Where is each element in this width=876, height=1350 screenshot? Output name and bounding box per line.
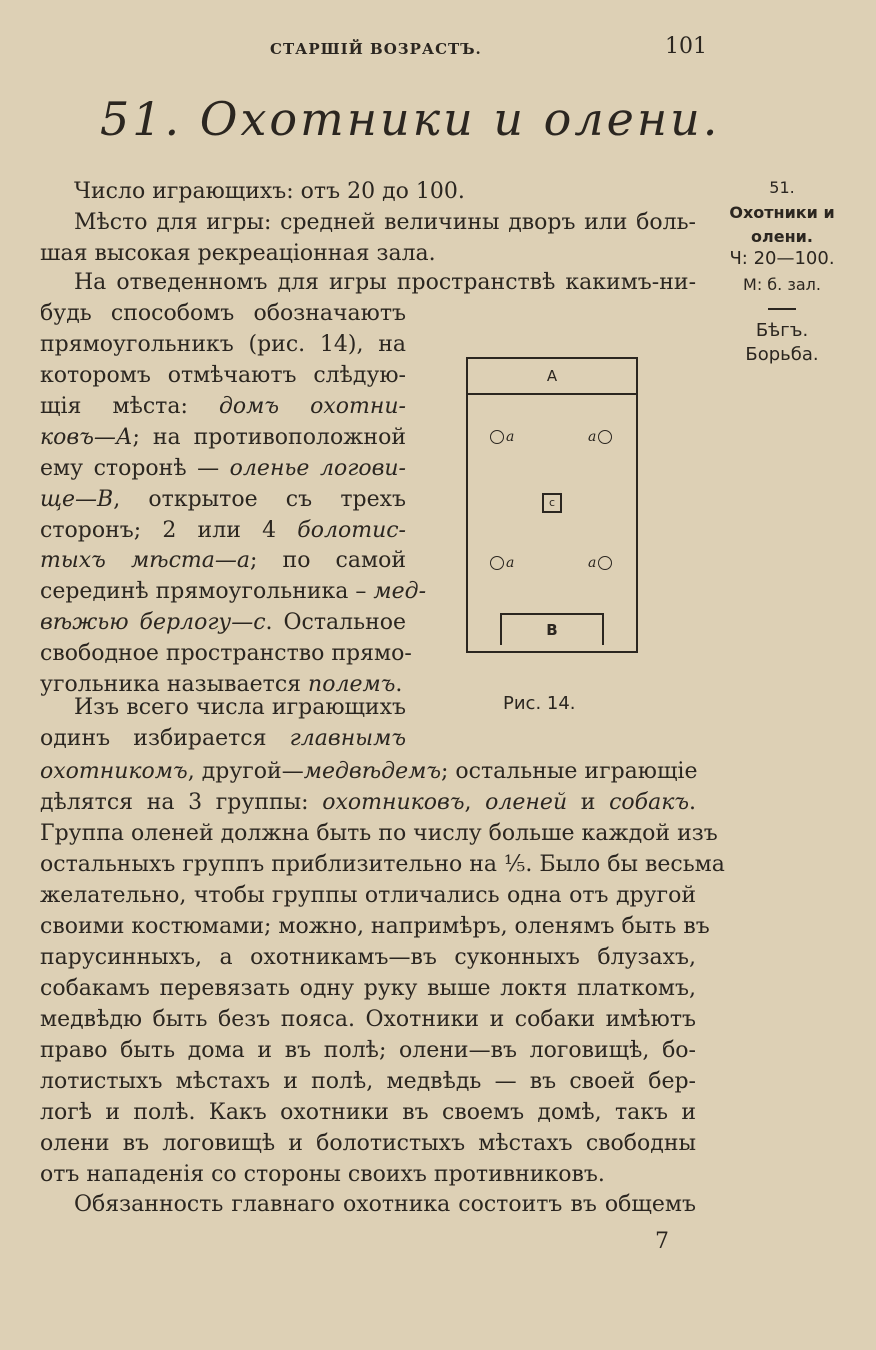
marsh-label: а bbox=[506, 429, 515, 445]
text-segment: . bbox=[395, 672, 403, 697]
text-line bbox=[40, 788, 696, 818]
text-line bbox=[40, 757, 696, 787]
circle-icon bbox=[598, 556, 612, 570]
margin-title-1: Охотники и bbox=[729, 203, 835, 222]
text-segment: сторонъ; 2 или 4 bbox=[40, 518, 298, 543]
marsh-spot bbox=[588, 555, 612, 571]
text-segment: охотникомъ bbox=[40, 759, 188, 784]
text-segment: . Остальное bbox=[265, 610, 406, 635]
text-line bbox=[40, 819, 718, 849]
circle-icon bbox=[490, 556, 504, 570]
text-line bbox=[40, 454, 406, 484]
text-segment: Мѣсто для игры: средней величины дворъ или боль- bbox=[74, 210, 696, 235]
text-segment: вѣжью берлогу—с bbox=[40, 610, 266, 635]
text-segment: медвѣдемъ bbox=[303, 759, 442, 784]
text-segment: полемъ bbox=[308, 672, 396, 697]
text-line bbox=[40, 361, 406, 391]
text-segment: домъ охотни- bbox=[218, 394, 406, 419]
bear-den: с bbox=[542, 493, 562, 513]
text-segment: ему сторонѣ — bbox=[40, 456, 230, 481]
margin-type-1: Бѣгъ. bbox=[755, 320, 809, 341]
marsh-spot bbox=[490, 429, 514, 445]
text-line bbox=[74, 693, 406, 723]
text-segment: тыхъ мѣста—а bbox=[40, 548, 251, 573]
text-segment: будь способомъ обозначаютъ bbox=[40, 301, 406, 326]
text-segment: Обязанность главнаго охотника состоитъ въ общемъ bbox=[74, 1192, 696, 1217]
text-segment: медвѣдю быть безъ пояса. Охотники и собаки имѣютъ bbox=[40, 1007, 696, 1032]
margin-type-2: Борьба. bbox=[745, 344, 819, 365]
text-line bbox=[40, 1067, 696, 1097]
text-line bbox=[40, 392, 406, 422]
text-segment: Число играющихъ: отъ 20 до 100. bbox=[74, 179, 465, 204]
text-segment: прямоугольникъ (рис. 14), на bbox=[40, 332, 406, 357]
text-line bbox=[40, 912, 710, 942]
text-line bbox=[40, 1005, 696, 1035]
margin-divider bbox=[768, 308, 796, 310]
text-line bbox=[74, 208, 696, 238]
field-diagram bbox=[466, 357, 638, 653]
deer-lair-zone bbox=[500, 613, 604, 645]
running-head: СТАРШІЙ ВОЗРАСТЪ. bbox=[270, 40, 482, 58]
text-segment: , bbox=[464, 790, 486, 815]
figure-caption: Рис. 14. bbox=[503, 693, 576, 714]
text-line bbox=[40, 485, 406, 515]
hunters-house-zone bbox=[468, 359, 636, 395]
text-segment: остальныхъ группъ приблизительно на ⅕. Было бы весьма bbox=[40, 852, 725, 877]
margin-place: М: б. зал. bbox=[743, 275, 821, 294]
signature-mark: 7 bbox=[655, 1229, 669, 1254]
text-segment: своими костюмами; можно, напримѣръ, оленямъ быть въ bbox=[40, 914, 710, 939]
text-line bbox=[40, 639, 412, 669]
circle-icon bbox=[490, 430, 504, 444]
text-segment: . bbox=[689, 790, 696, 815]
text-line bbox=[74, 268, 696, 298]
text-segment: оленье логови- bbox=[229, 456, 406, 481]
text-segment: лотистыхъ мѣстахъ и полѣ, медвѣдь — въ своей бер- bbox=[40, 1069, 696, 1094]
text-line bbox=[40, 239, 440, 269]
text-line bbox=[40, 1160, 660, 1190]
text-segment: охотниковъ bbox=[322, 790, 465, 815]
text-segment: главнымъ bbox=[289, 726, 406, 751]
text-line bbox=[40, 850, 725, 880]
text-line bbox=[40, 546, 406, 576]
text-line bbox=[40, 881, 696, 911]
margin-players: Ч: 20—100. bbox=[729, 248, 835, 269]
text-segment: собакамъ перевязать одну руку выше локтя платкомъ, bbox=[40, 976, 696, 1001]
marsh-label: а bbox=[588, 429, 597, 445]
text-segment: щія мѣста: bbox=[40, 394, 219, 419]
text-line bbox=[40, 943, 696, 973]
section-title: 51. Охотники и олени. bbox=[100, 92, 721, 146]
text-segment: Группа оленей должна быть по числу больше каждой изъ bbox=[40, 821, 718, 846]
text-segment: , другой— bbox=[187, 759, 304, 784]
margin-number: 51. bbox=[769, 178, 795, 197]
marsh-spot bbox=[490, 555, 514, 571]
text-segment: которомъ отмѣчаютъ слѣдую- bbox=[40, 363, 406, 388]
text-segment: ще—В bbox=[40, 487, 114, 512]
zone-a-label: А bbox=[546, 367, 558, 385]
text-segment: парусинныхъ, а охотникамъ—въ суконныхъ блузахъ, bbox=[40, 945, 696, 970]
text-line bbox=[40, 724, 406, 754]
text-segment: свободное пространство прямо- bbox=[40, 641, 412, 666]
circle-icon bbox=[598, 430, 612, 444]
text-segment: отъ нападенія со стороны своихъ противниковъ. bbox=[40, 1162, 605, 1187]
text-segment: серединѣ прямоугольника – bbox=[40, 579, 374, 604]
text-line bbox=[40, 299, 406, 329]
text-line bbox=[40, 1129, 696, 1159]
text-segment: ; по самой bbox=[250, 548, 406, 573]
text-segment: олени въ логовищѣ и болотистыхъ мѣстахъ свободны bbox=[40, 1131, 696, 1156]
text-segment: болотис- bbox=[297, 518, 406, 543]
text-line bbox=[40, 1036, 696, 1066]
text-line bbox=[40, 423, 406, 453]
text-segment: и bbox=[567, 790, 610, 815]
text-line bbox=[74, 177, 494, 207]
text-line bbox=[40, 577, 427, 607]
text-line bbox=[40, 974, 696, 1004]
text-segment: ; на противоположной bbox=[132, 425, 406, 450]
text-line bbox=[74, 1190, 696, 1220]
marsh-label: а bbox=[506, 555, 515, 571]
text-line bbox=[40, 516, 406, 546]
marsh-label: а bbox=[588, 555, 597, 571]
text-segment: логѣ и полѣ. Какъ охотники въ своемъ домѣ, такъ и bbox=[40, 1100, 696, 1125]
text-segment: мед- bbox=[373, 579, 427, 604]
text-segment: оленей bbox=[485, 790, 568, 815]
text-line bbox=[40, 608, 406, 638]
text-segment: право быть дома и въ полѣ; олени—въ логовищѣ, бо- bbox=[40, 1038, 696, 1063]
text-segment: ковъ—А bbox=[40, 425, 133, 450]
text-segment: одинъ избирается bbox=[40, 726, 290, 751]
text-segment: , открытое съ трехъ bbox=[113, 487, 406, 512]
page-number: 101 bbox=[665, 34, 707, 59]
text-segment: желательно, чтобы группы отличались одна отъ другой bbox=[40, 883, 696, 908]
text-segment: Изъ всего числа играющихъ bbox=[74, 695, 406, 720]
text-segment: На отведенномъ для игры пространствѣ какимъ-ни- bbox=[74, 270, 696, 295]
text-segment: дѣлятся на 3 группы: bbox=[40, 790, 323, 815]
margin-title-2: олени. bbox=[751, 227, 813, 246]
text-line bbox=[40, 1098, 696, 1128]
text-segment: шая высокая рекреаціонная зала. bbox=[40, 241, 436, 266]
zone-b-label: В bbox=[546, 621, 558, 639]
text-line bbox=[40, 330, 406, 360]
text-segment: ; остальные играющіе bbox=[441, 759, 698, 784]
text-segment: угольника называется bbox=[40, 672, 309, 697]
text-segment: собакъ bbox=[609, 790, 689, 815]
marsh-spot bbox=[588, 429, 612, 445]
